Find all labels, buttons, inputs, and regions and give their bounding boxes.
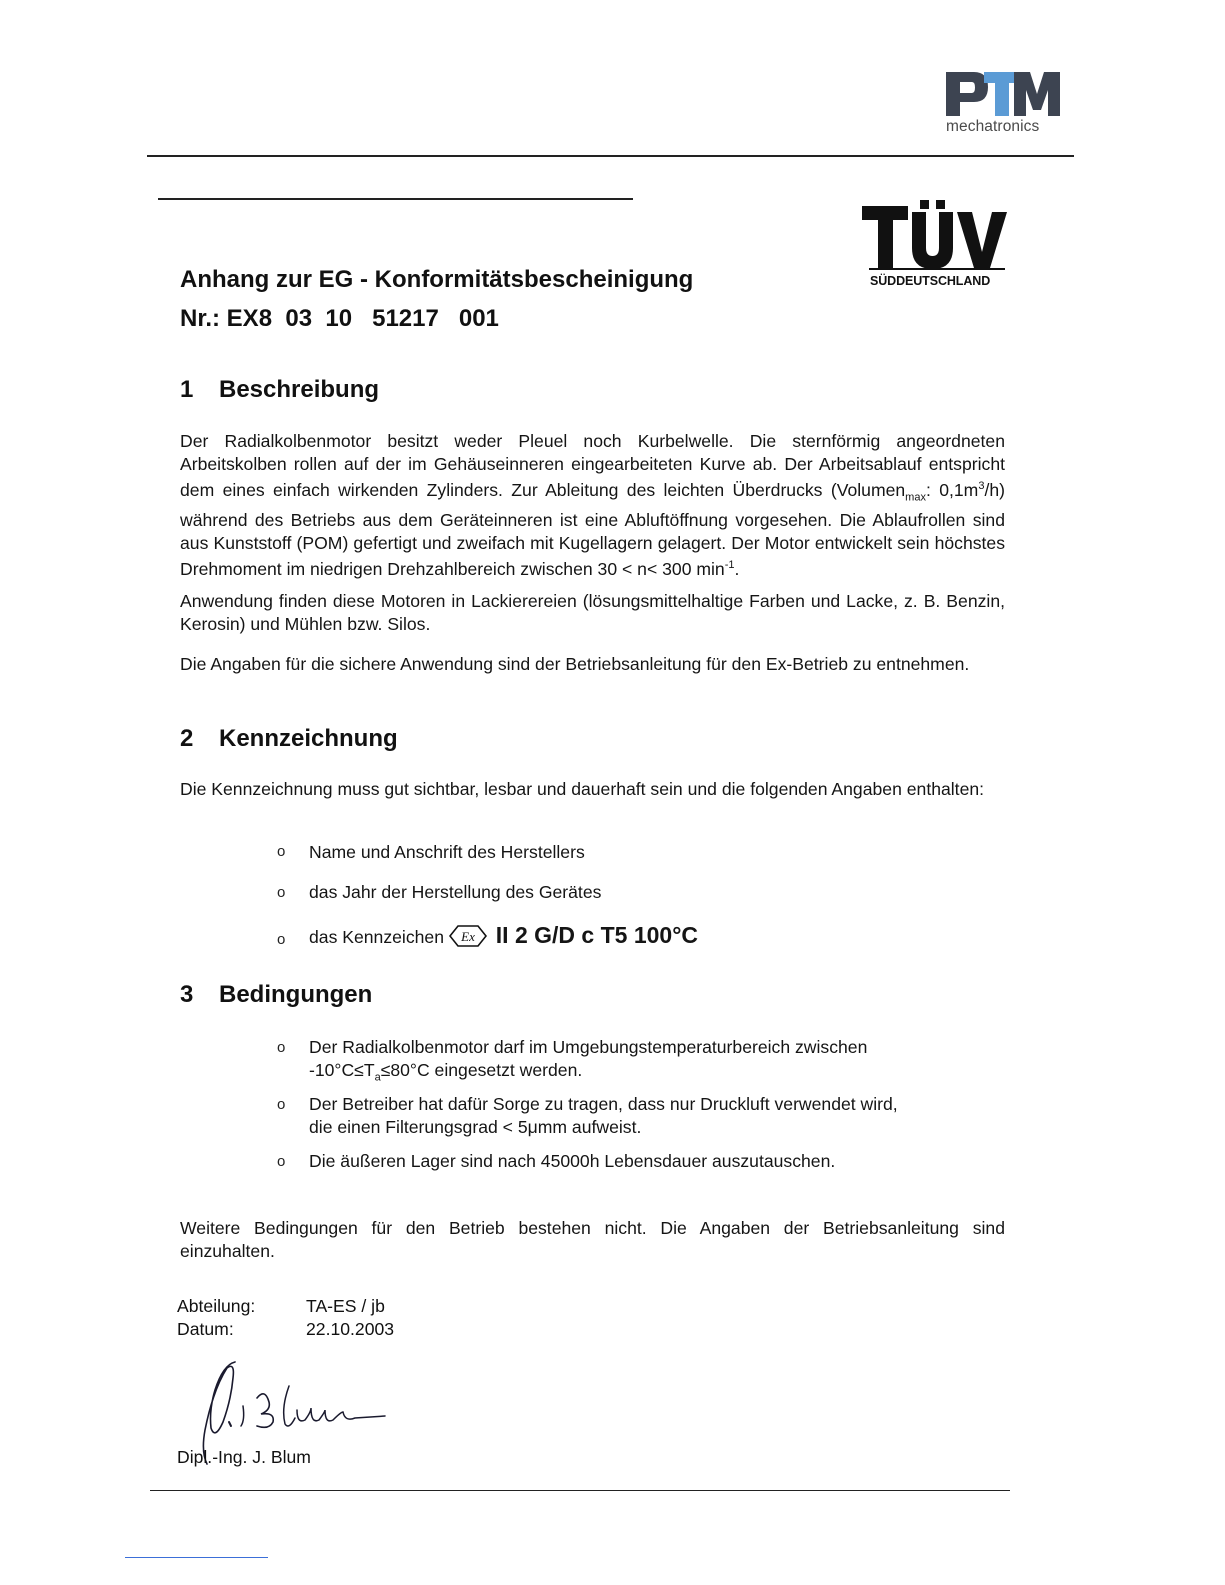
ex-hexagon-icon bbox=[449, 925, 487, 947]
section-3-title: Bedingungen bbox=[219, 981, 373, 1008]
condition-compressed-air-line1: Der Betreiber hat dafür Sorge zu tragen, dass nur Druckluft verwendet wird, bbox=[309, 1094, 898, 1114]
tuv-logo bbox=[862, 200, 1008, 270]
section-3-number: 3 bbox=[180, 981, 194, 1008]
department-label: Abteilung: bbox=[177, 1296, 256, 1316]
section-1-paragraph-3: Die Angaben für die sichere Anwendung sind der Betriebsanleitung für den Ex-Betrieb zu entnehmen. bbox=[180, 654, 970, 674]
bullet-marker: o bbox=[277, 843, 286, 860]
section-2-number: 2 bbox=[180, 725, 194, 752]
ex-symbol-text: Ex bbox=[461, 929, 475, 944]
section-1-paragraph-2: Anwendung finden diese Motoren in Lackierereien (lösungsmittelhaltige Farben und Lacke, z. B. Benzin, Kerosin) und Mühlen bzw. Silos. bbox=[180, 591, 1005, 634]
page-footer-link-rule bbox=[125, 1557, 268, 1558]
marking-item-label-text: das Kennzeichen bbox=[309, 927, 444, 947]
title-rule bbox=[158, 198, 633, 200]
footer-rule bbox=[150, 1490, 1010, 1491]
bullet-marker: o bbox=[277, 1096, 286, 1113]
section-1-paragraph-1: Der Radialkolbenmotor besitzt weder Pleuel noch Kurbelwelle. Die sternförmig angeordneten Arbeitskolben rollen auf der im Gehäuseinneren eingearbeiteten Kurve ab. Der Arbeitsablauf entspricht dem eines einfach wirkenden Zylinders. Zur Ableitung des leichten Überdrucks (Volumen$_{max}$: $0,1m^3/h$) während des Betriebs aus dem Geräteinneren ist eine Abluftöffnung vorgesehen. Die Ablaufrollen sind aus Kunststoff (POM) gefertigt und zweifach mit Kugellagern gelagert. Der Motor entwickelt sein höchstes Drehmoment im niedrigen Drehzahlbereich zwischen 30 < n< 300 $\min^{-1}$. bbox=[180, 431, 1005, 580]
certificate-number: Nr.: EX8 03 10 51217 001 bbox=[180, 305, 499, 332]
tuv-logo-rule bbox=[869, 268, 1005, 270]
bullet-marker: o bbox=[277, 1039, 286, 1056]
bullet-marker: o bbox=[277, 884, 286, 901]
bullet-marker: o bbox=[277, 1153, 286, 1170]
section-1-number: 1 bbox=[180, 376, 194, 403]
marking-item-label bbox=[309, 924, 698, 949]
closing-paragraph: Weitere Bedingungen für den Betrieb bestehen nicht. Die Angaben der Betriebsanleitung sind einzuhalten. bbox=[180, 1218, 1005, 1261]
department-value: TA-ES / jb bbox=[306, 1296, 385, 1316]
condition-temperature-line2: $-10^\circ C\le T_a\le 80^\circ C$ eingesetzt werden. bbox=[309, 1059, 583, 1084]
header-rule bbox=[147, 155, 1074, 157]
date-value: 22.10.2003 bbox=[306, 1319, 395, 1339]
tuv-logo-subtitle: SÜDDEUTSCHLAND bbox=[870, 274, 991, 288]
section-1-title: Beschreibung bbox=[219, 376, 380, 403]
condition-temperature-line1: Der Radialkolbenmotor darf im Umgebungstemperaturbereich zwischen bbox=[309, 1037, 868, 1057]
condition-compressed-air bbox=[309, 1093, 1009, 1138]
condition-bearings: Die äußeren Lager sind nach 45000h Lebensdauer auszutauschen. bbox=[309, 1151, 836, 1171]
bullet-marker: o bbox=[277, 931, 286, 948]
explosion-protection-marking: II 2 G/D c T5 100°C bbox=[495, 922, 699, 948]
condition-compressed-air-line2: die einen Filterungsgrad < 5μmm aufweist. bbox=[309, 1116, 642, 1137]
marking-item-manufacturer: Name und Anschrift des Herstellers bbox=[309, 842, 585, 862]
section-2-intro: Die Kennzeichnung muss gut sichtbar, lesbar und dauerhaft sein und die folgenden Angaben enthalten: bbox=[180, 779, 985, 799]
section-2-title: Kennzeichnung bbox=[219, 725, 398, 752]
condition-temperature bbox=[309, 1036, 1009, 1089]
document-title: Anhang zur EG - Konformitätsbescheinigung bbox=[180, 266, 694, 293]
signer-name: Dipl.-Ing. J. Blum bbox=[177, 1447, 311, 1467]
date-label: Datum: bbox=[177, 1319, 234, 1339]
marking-item-year: das Jahr der Herstellung des Gerätes bbox=[309, 882, 602, 902]
ptm-logo-subtitle: mechatronics bbox=[946, 118, 1040, 135]
